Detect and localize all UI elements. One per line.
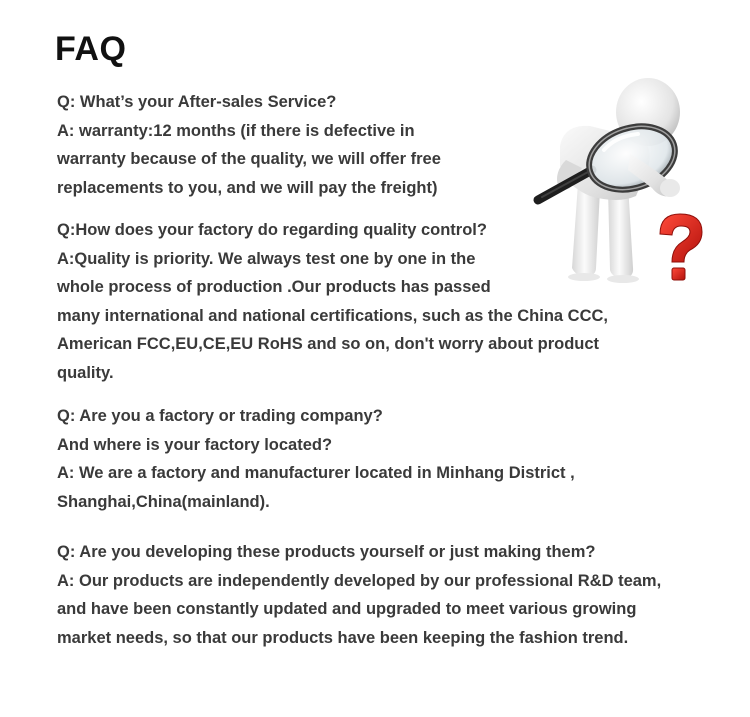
faq-item	[57, 538, 661, 652]
faq-answer-line: many international and national certifications, such as the China CCC,	[57, 306, 609, 325]
faq-answer-line: Shanghai,China(mainland).	[57, 492, 270, 511]
figure-leg-left	[572, 184, 600, 276]
faq-answer-line: market needs, so that our products have been keeping the fashion trend.	[57, 628, 629, 647]
faq-answer-line: A: Our products are independently developed by our professional R&D team,	[57, 571, 662, 590]
faq-question: Q: What’s your After-sales Service?	[57, 93, 337, 111]
magnifier-figure-icon	[520, 72, 720, 292]
faq-item	[57, 88, 441, 202]
faq-answer-line: quality.	[57, 363, 114, 382]
faq-answer-line: A: We are a factory and manufacturer located in Minhang District ,	[57, 464, 575, 482]
faq-item	[57, 402, 575, 516]
question-mark-icon	[660, 214, 702, 280]
faq-question: Q: Are you developing these products yourself or just making them?	[57, 543, 596, 561]
faq-answer-line: A:Quality is priority. We always test one by one in the	[57, 249, 476, 268]
faq-question: Q: Are you a factory or trading company?	[57, 407, 383, 425]
faq-question: And where is your factory located?	[57, 435, 333, 454]
faq-answer-line: A: warranty:12 months (if there is defective in	[57, 121, 415, 140]
faq-answer-line: warranty because of the quality, we will offer free	[57, 150, 441, 168]
faq-question: Q:How does your factory do regarding quality control?	[57, 221, 487, 239]
faq-answer-line: and have been constantly updated and upgraded to meet various growing	[57, 600, 637, 618]
page-title: FAQ	[55, 30, 127, 68]
faq-answer-line: whole process of production .Our products has passed	[57, 278, 491, 296]
faq-answer-line: American FCC,EU,CE,EU RoHS and so on, don't worry about product	[57, 335, 600, 353]
faq-answer-line: replacements to you, and we will pay the freight)	[57, 178, 438, 197]
